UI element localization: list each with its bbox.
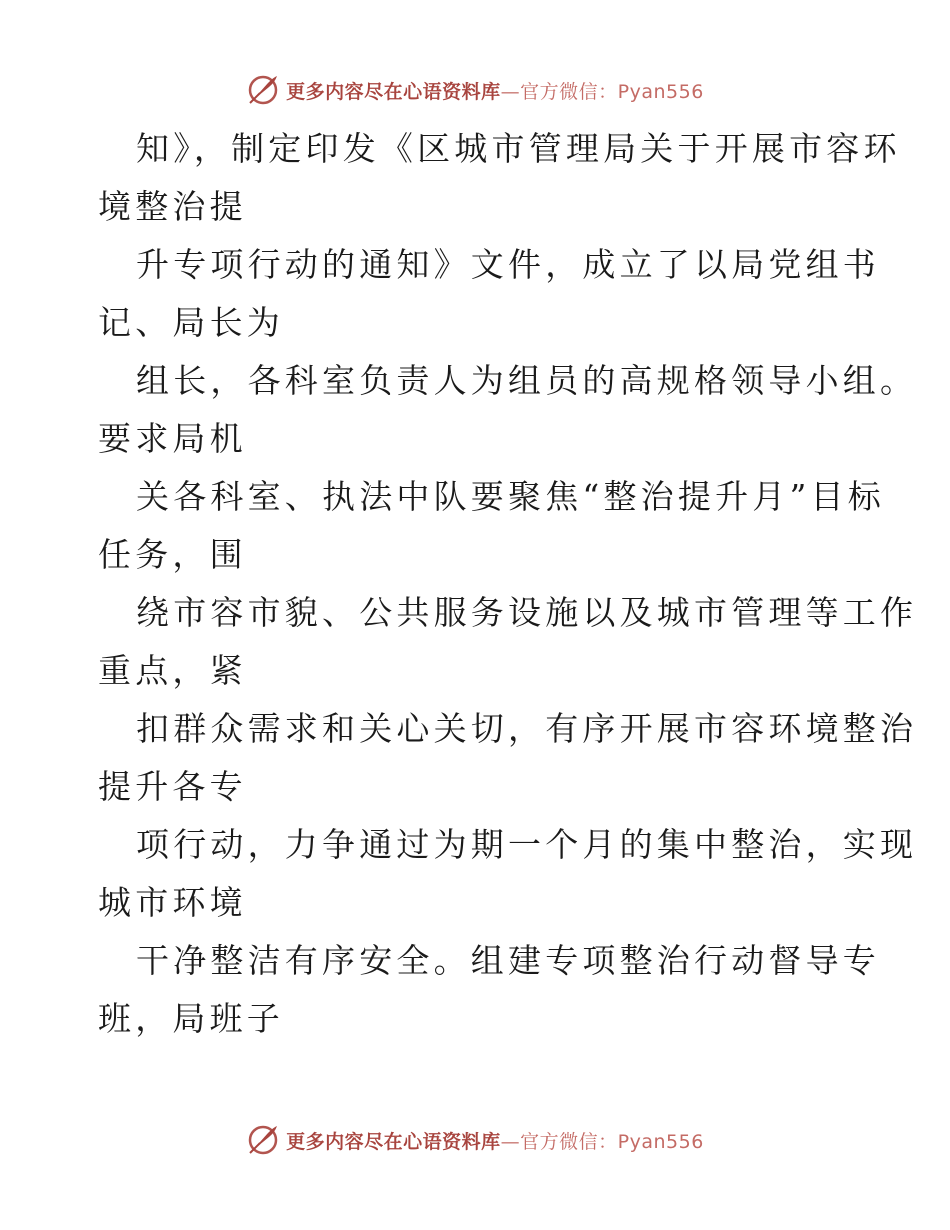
paragraph-line: 关各科室、执法中队要聚焦“整治提升月”目标: [136, 477, 885, 516]
paragraph-line-continued: 提升各专: [98, 767, 247, 806]
paragraph-6: [98, 700, 918, 816]
paragraph-line-continued: 城市环境: [98, 883, 247, 922]
paragraph-3: [98, 352, 918, 468]
paragraph-line: 干净整洁有序安全。组建专项整治行动督导专: [136, 941, 880, 980]
paragraph-2: [98, 236, 880, 352]
watermark-dash: —: [500, 1130, 521, 1153]
paragraph-7: [98, 816, 918, 932]
paragraph-4: [98, 468, 885, 584]
paragraph-line-continued: 任务，围: [98, 535, 247, 574]
paragraph-line: 项行动，力争通过为期一个月的集中整治，实现: [136, 825, 918, 864]
watermark-brand: 更多内容尽在心语资料库: [286, 1130, 501, 1153]
paragraph-line: 组长，各科室负责人为组员的高规格领导小组。: [136, 361, 918, 400]
watermark-dash: —: [500, 80, 521, 103]
paragraph-8: [98, 932, 880, 1048]
paragraph-line: 知》，制定印发《区城市管理局关于开展市容环: [136, 129, 901, 168]
watermark-text: [286, 77, 704, 104]
feather-quill-circle-icon: [246, 73, 280, 107]
paragraph-5: [98, 584, 918, 700]
watermark-contact: 官方微信：Pyan556: [520, 80, 704, 103]
paragraph-line-continued: 重点，紧: [98, 651, 247, 690]
paragraph-1: [98, 120, 901, 236]
header-watermark-banner: [0, 70, 950, 110]
paragraph-line-continued: 境整治提: [98, 187, 247, 226]
watermark-brand: 更多内容尽在心语资料库: [286, 80, 501, 103]
paragraph-line-continued: 要求局机: [98, 419, 247, 458]
feather-quill-circle-icon: [246, 1123, 280, 1157]
watermark-text: [286, 1127, 704, 1154]
paragraph-line-continued: 班，局班子: [98, 999, 284, 1038]
watermark-contact: 官方微信：Pyan556: [520, 1130, 704, 1153]
paragraph-line-continued: 记、局长为: [98, 303, 284, 342]
paragraph-line: 扣群众需求和关心关切，有序开展市容环境整治: [136, 709, 918, 748]
paragraph-line: 绕市容市貌、公共服务设施以及城市管理等工作: [136, 593, 918, 632]
footer-watermark-banner: [0, 1120, 950, 1160]
paragraph-line: 升专项行动的通知》文件，成立了以局党组书: [136, 245, 880, 284]
document-body: [98, 120, 918, 1048]
